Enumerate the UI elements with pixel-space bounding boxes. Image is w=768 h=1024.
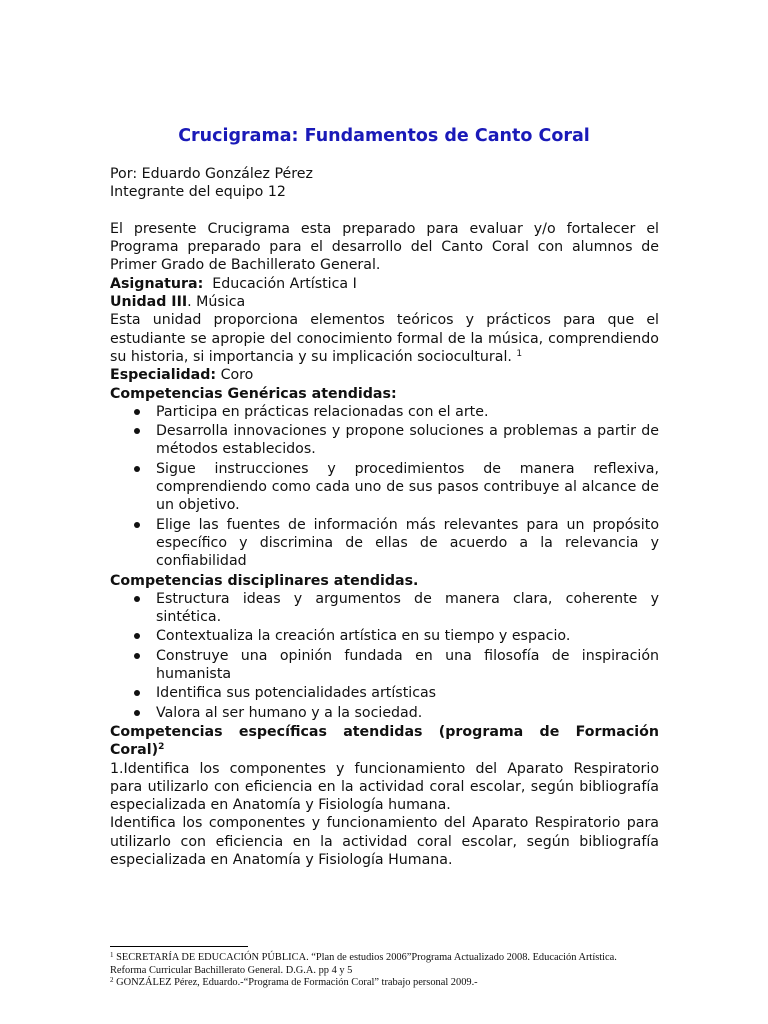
unidad-label: Unidad III [110,294,188,311]
genericas-heading-text: Competencias Genéricas atendidas: [110,385,397,402]
genericas-heading [110,385,659,403]
especialidad-value: Coro [220,367,254,384]
especificas-paragraph-1: 1.Identifica los componentes y funcionamiento del Aparato Respiratorio para utilizarlo con eficiencia en la actividad coral escolar, según bibliografía especializada en Anatomía y Fisiología humana. [110,760,669,814]
spacer [110,202,659,220]
unidad-value: . Música [187,294,246,311]
footnote-1-text: SECRETARÍA DE EDUCACIÓN PÚBLICA. “Plan de estudios 2006”Programa Actualizado 2008. Educación Artística. Reforma Curricular Bachillerato General. D.G.A. pp 4 y 5 [110,952,617,976]
disciplinares-heading [110,572,659,590]
especialidad-line [110,366,659,384]
intro-paragraph: El presente Crucigrama esta preparado para evaluar y/o fortalecer el Programa preparado para el desarrollo del Canto Coral con alumnos de Primer Grado de Bachillerato General. [110,220,659,274]
list-item: Desarrolla innovaciones y propone soluciones a problemas a partir de métodos establecidos. [156,423,659,458]
unidad-line [110,293,659,311]
footnote-1 [110,952,650,977]
footnote-divider [110,946,248,947]
list-item: Identifica sus potencialidades artísticas [156,684,659,702]
footnote-1-number: 1 [110,951,114,959]
especificas-paragraph-2: Identifica los componentes y funcionamiento del Aparato Respiratorio para utilizarlo con eficiencia en la actividad coral escolar, según bibliografía especializada en Anatomía y Fisiología Humana. [110,815,659,868]
asignatura-value: Educación Artística I [212,275,357,292]
unidad-description-text: Esta unidad proporciona elementos teóricos y prácticos para que el estudiante se apropie del conocimiento formal de la música, comprendiendo su historia, si importancia y su implicación sociocultural. [110,312,659,365]
asignatura-label: Asignatura: [110,275,204,292]
asignatura-line [110,275,659,293]
list-item: Estructura ideas y argumentos de manera clara, coherente y sintética. [156,590,659,626]
document-body [110,165,669,869]
footnote-2-number: 2 [110,976,114,985]
disciplinares-list [110,590,659,722]
list-item: Elige las fuentes de información más relevantes para un propósito específico y discrimina de ellas de acuerdo a la relevancia y confiabilidad [156,516,659,570]
document-title: Crucigrama: Fundamentos de Canto Coral [178,126,590,146]
list-item: Valora al ser humano y a la sociedad. [156,704,659,722]
especificas-heading-text: Competencias específicas atendidas (programa de Formación Coral) [110,723,659,759]
team-line: Integrante del equipo 12 [110,184,286,201]
especificas-heading [110,723,659,760]
author-line: Por: Eduardo González Pérez [110,166,313,182]
list-item: Participa en prácticas relacionadas con el arte. [156,403,659,421]
list-item: Contextualiza la creación artística en su tiempo y espacio. [156,627,659,645]
unidad-description [110,311,659,366]
list-item: Construye una opinión fundada en una filosofía de inspiración humanista [156,647,659,683]
list-item: Sigue instrucciones y procedimientos de manera reflexiva, comprendiendo como cada uno de sus pasos contribuye al alcance de un objetivo. [156,460,659,514]
footnote-ref-2-text: 2 [158,742,165,753]
footnote-2 [110,977,650,990]
disciplinares-heading-text: Competencias disciplinares atendidas. [110,572,419,589]
footnote-2-text: GONZÁLEZ Pérez, Eduardo.-“Programa de Formación Coral” trabajo personal 2009.- [116,977,478,989]
footnote-ref-1: 1 [516,348,523,359]
footnotes [110,952,650,990]
footnote-ref-2 [158,742,164,752]
genericas-list [110,403,659,571]
especialidad-label: Especialidad: [110,367,217,384]
